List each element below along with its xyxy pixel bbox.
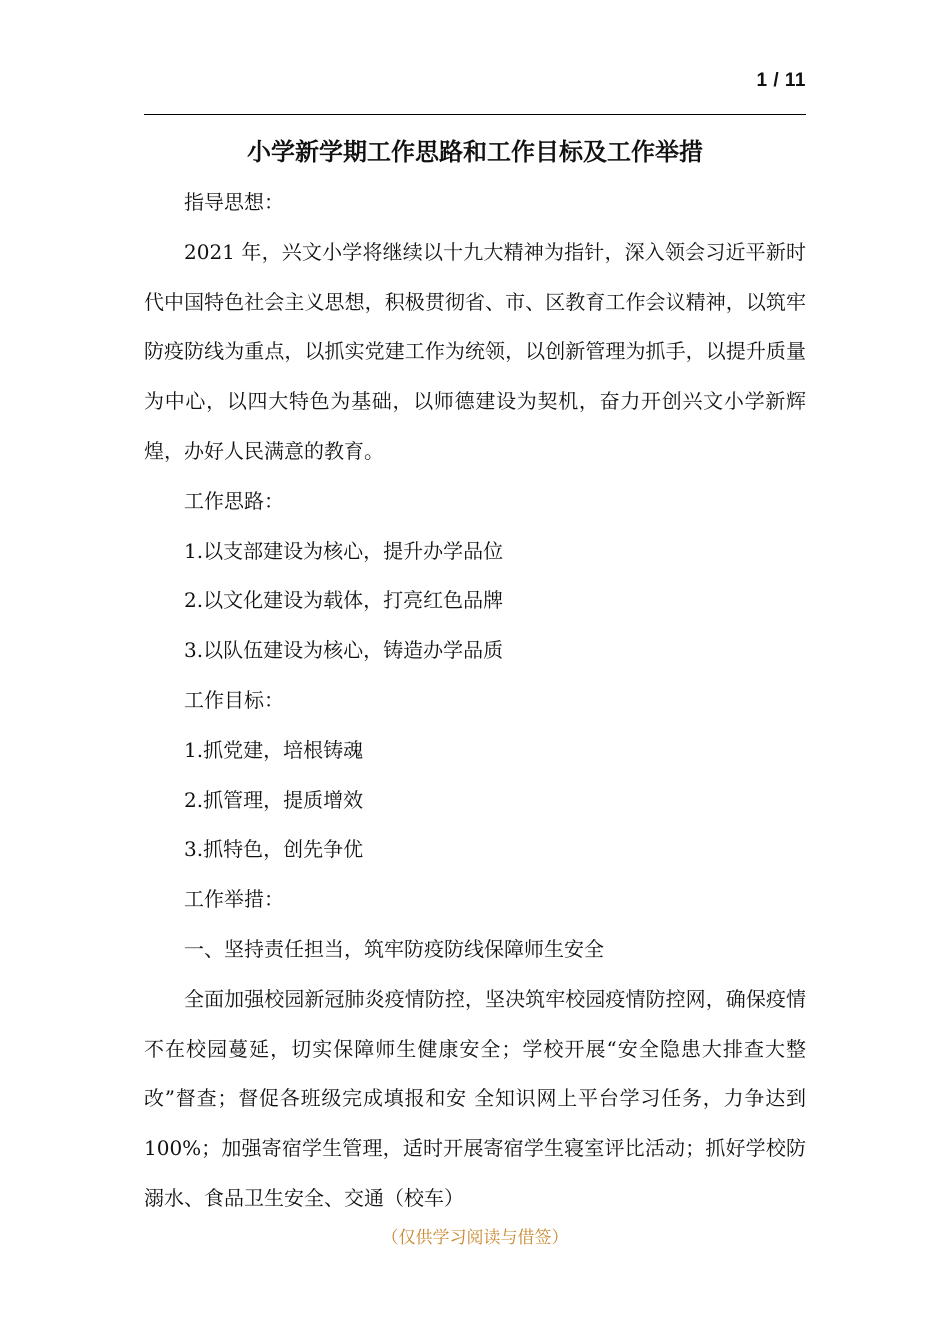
- paragraph-approach-item: 1.以支部建设为核心，提升办学品位: [184, 538, 504, 563]
- paragraph-goals-heading: 工作目标：: [184, 687, 284, 712]
- paragraph-goals-item: 2.抓管理，提质增效: [184, 787, 364, 812]
- paragraph-goals-item: 3.抓特色，创先争优: [184, 837, 364, 862]
- document-title: 小学新学期工作思路和工作目标及工作举措: [247, 137, 703, 166]
- paragraph-measures-section-title: 一、坚持责任担当，筑牢防疫防线保障师生安全: [184, 936, 604, 961]
- paragraph-guiding-heading: 指导思想：: [184, 190, 284, 214]
- paragraph-approach-item: 2.以文化建设为载体，打亮红色品牌: [184, 588, 504, 613]
- document-body: [144, 178, 806, 1224]
- paragraph-guiding-text: 2021 年，兴文小学将继续以十九大精神为指针，深入领会习近平新时代中国特色社会主义思想，积极贯彻省、市、区教育工作会议精神，以筑牢防疫防线为重点，以抓实党建工作为统领，以创新管理为抓手，以提升质量为中心，以四大特色为基础，以师德建设为契机，奋力开创兴文小学新辉煌，办好人民满意的教育。: [144, 239, 806, 463]
- page-number: 1 / 11: [756, 70, 806, 91]
- paragraph-approach-item: 3.以队伍建设为核心，铸造办学品质: [184, 638, 504, 663]
- paragraph-measures-text: 全面加强校园新冠肺炎疫情防控，坚决筑牢校园疫情防控网，确保疫情不在校园蔓延，切实保障师生健康安全；学校开展“安全隐患大排查大整改”督查；督促各班级完成填报和安 全知识网上平台学习任务，力争达到 100%；加强寄宿学生管理，适时开展寄宿学生寝室评比活动；抓好学校防溺水、食品卫生安全、交通（校车）: [144, 986, 806, 1210]
- header-divider: [144, 114, 806, 115]
- paragraph-measures-heading: 工作举措：: [184, 887, 284, 912]
- paragraph-goals-item: 1.抓党建，培根铸魂: [184, 737, 364, 762]
- paragraph-approach-heading: 工作思路：: [184, 488, 284, 513]
- footer-note: （仅供学习阅读与借签）: [381, 1228, 569, 1248]
